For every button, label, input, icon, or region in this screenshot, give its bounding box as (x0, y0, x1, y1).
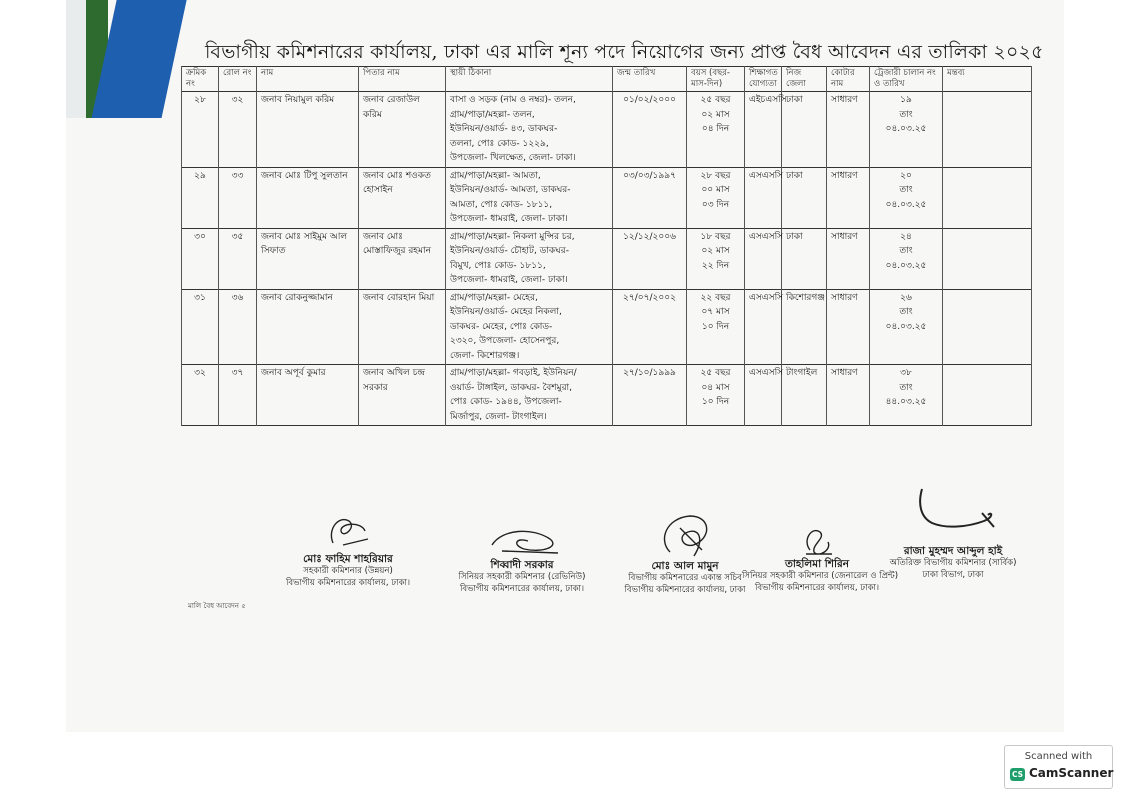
camscanner-logo-icon: CS (1011, 770, 1024, 779)
cell-address (446, 365, 613, 426)
cell-challan-line: ৪৪.০৩.২৫ (885, 397, 927, 407)
cell-remarks (943, 92, 1032, 168)
cell-dob: ০১/০২/২০০০ (613, 92, 687, 168)
cell-remarks (943, 228, 1032, 289)
signatory-designation: সহকারী কমিশনার (উন্নয়ন) (303, 566, 393, 576)
header-dob: জন্ম তারিখ (613, 67, 687, 92)
cell-age (687, 92, 745, 168)
cell-address-line: গ্রাম/পাড়া/মহল্লা- নিকলা মুন্সির চর, (450, 231, 575, 242)
cell-address-line: গ্রাম/পাড়া/মহল্লা- তলন, (450, 109, 535, 120)
cell-address-line: ইউনিয়ন/ওয়ার্ড- আমতা, ডাকঘর- (450, 185, 571, 195)
cell-name: জনাব রোকনুজ্জামান (257, 289, 359, 365)
cell-roll: ৩৫ (219, 228, 257, 289)
cell-challan-line: তাং (899, 246, 913, 256)
cell-district: ঢাকা (782, 228, 827, 289)
signatory-name: শিব্বাদী সরকার (490, 559, 554, 571)
signature-mark (640, 510, 730, 560)
signatory-office: বিভাগীয় কমিশনারের কার্যালয়, ঢাকা (624, 585, 746, 595)
cell-district: টাংগাইল (782, 365, 827, 426)
cell-address-line: উপজেলা- খিলক্ষেত, জেলা- ঢাকা। (450, 153, 576, 163)
cell-quota: সাধারণ (827, 365, 870, 426)
cell-challan-line: ২৬ (900, 292, 912, 303)
cell-challan (870, 167, 943, 228)
cell-dob: ২৭/১০/১৯৯৯ (613, 365, 687, 426)
cell-address-line: ২৩২০, উপজেলা- হোসেনপুর, (450, 336, 560, 346)
header-quota: কোটার নাম (827, 67, 870, 92)
cell-age-line: ২২ দিন (701, 260, 730, 271)
cell-serial: ৩০ (182, 228, 219, 289)
cell-challan (870, 92, 943, 168)
header-address: স্থায়ী ঠিকানা (446, 67, 613, 92)
signatory-name: তাহলিমা শিরিন (784, 558, 850, 570)
cell-challan-line: ০৪.০৩.২৫ (885, 199, 927, 210)
cell-qualification: এসএসসি (745, 228, 782, 289)
cell-age (687, 365, 745, 426)
cell-age-line: ০৭ মাস (701, 307, 730, 317)
signatory-designation: সিনিয়র সহকারী কমিশনার (জেনারেল ও প্রিন্ট) (742, 571, 899, 581)
table-row (182, 228, 1032, 289)
cell-serial: ২৮ (182, 92, 219, 168)
cell-remarks (943, 365, 1032, 426)
cell-challan-line: তাং (899, 382, 913, 393)
signature-block-1 (278, 505, 418, 589)
cell-address-line: মির্জাপুর, জেলা- টাংগাইল। (450, 411, 547, 422)
header-age: বয়স (বছর-মাস-দিন) (687, 67, 745, 92)
cell-challan (870, 365, 943, 426)
cell-father: জনাব মোঃ মোস্তাফিজুর রহমান (359, 228, 446, 289)
cell-qualification: এসএসসি (745, 365, 782, 426)
signatory-designation: বিভাগীয় কমিশনারের একান্ত সচিব (628, 573, 742, 583)
cell-age-line: ১০ দিন (701, 397, 730, 407)
signature-mark (898, 483, 1008, 545)
cell-quota: সাধারণ (827, 92, 870, 168)
cell-age-line: ০৩ দিন (701, 199, 730, 210)
cell-father: জনাব বোরহান মিয়া (359, 289, 446, 365)
cell-qualification: এসএসসি (745, 167, 782, 228)
folder-edge-image (66, 0, 191, 118)
cell-challan-line: তাং (899, 307, 913, 317)
document-title: বিভাগীয় কমিশনারের কার্যালয়, ঢাকা এর মালি শূন্য পদে নিয়োগের জন্য প্রাপ্ত বৈধ আবেদন এর তালিকা ২০২৫ (205, 41, 1044, 63)
cell-address (446, 167, 613, 228)
table-row (182, 167, 1032, 228)
cell-dob: ০৩/০৩/১৯৯৭ (613, 167, 687, 228)
signatory-office: বিভাগীয় কমিশনারের কার্যালয়, ঢাকা। (285, 578, 411, 588)
cell-quota: সাধারণ (827, 228, 870, 289)
camscanner-watermark (1004, 745, 1113, 789)
cell-age-line: ২২ বছর (700, 292, 731, 303)
signature-mark (792, 520, 842, 558)
cell-district: ঢাকা (782, 92, 827, 168)
signatory-office: বিভাগীয় কমিশনারের কার্যালয়, ঢাকা। (459, 584, 585, 594)
cell-age-line: ০০ মাস (701, 185, 730, 195)
header-remarks: মন্তব্য (943, 67, 1032, 92)
cell-challan-line: ০৪.০৩.২৫ (885, 321, 927, 332)
signatory-office: ঢাকা বিভাগ, ঢাকা (922, 570, 984, 580)
header-serial: ক্রমিক নং (182, 67, 219, 92)
cell-challan-line: ৩৮ (900, 368, 912, 378)
header-qualification: শিক্ষাগত যোগ্যতা (745, 67, 782, 92)
signatory-designation: অতিরিক্ত বিভাগীয় কমিশনার (সার্বিক) (889, 558, 1017, 568)
cell-remarks (943, 167, 1032, 228)
cell-address-line: ওয়ার্ড- টাঙ্গাইল, ডাকঘর- বৈশমুরা, (450, 382, 573, 393)
cell-address-line: পোঃ কোড- ১৯৪৪, উপজেলা- (450, 397, 562, 407)
cell-age (687, 289, 745, 365)
cell-challan (870, 228, 943, 289)
cell-father: জনাব অখিল চন্দ্র সরকার (359, 365, 446, 426)
cell-serial: ২৯ (182, 167, 219, 228)
signatory-name: মোঃ আল মামুন (651, 560, 719, 572)
signature-block-3 (615, 510, 755, 596)
cell-challan-line: ০৪.০৩.২৫ (885, 260, 927, 271)
cell-age-line: ২৫ বছর (700, 368, 731, 378)
cell-age-line: ০২ মাস (701, 246, 730, 256)
cell-address-line: বিমুখ, পোঃ কোড- ১৮১১, (450, 260, 546, 271)
cell-address-line: আমতা, পোঃ কোড- ১৮১১, (450, 199, 553, 210)
cell-challan-line: তাং (899, 109, 913, 120)
cell-father: জনাব মোঃ শওকত হোসাইন (359, 167, 446, 228)
header-challan: ট্রেজারী চালান নং ও তারিখ (870, 67, 943, 92)
cell-challan (870, 289, 943, 365)
cell-serial: ৩২ (182, 365, 219, 426)
table-row (182, 365, 1032, 426)
table-row (182, 289, 1032, 365)
cell-name: জনাব মোঃ টিপু সুলতান (257, 167, 359, 228)
signatory-name: রাজা মুহম্মদ আব্দুল হাই (903, 545, 1003, 557)
cell-age-line: ২৫ বছর (700, 95, 731, 105)
cell-district: ঢাকা (782, 167, 827, 228)
cell-challan-line: তাং (899, 185, 913, 195)
cell-address-line: গ্রাম/পাড়া/মহল্লা- আমতা, (450, 170, 541, 181)
signatory-name: মোঃ ফাহিম শাহরিয়ার (303, 553, 393, 565)
watermark-caption: Scanned with (1024, 751, 1093, 762)
cell-address (446, 228, 613, 289)
cell-address-line: তলনা, পোঃ কোড- ১২২৯, (450, 138, 549, 149)
cell-challan-line: ২৪ (900, 231, 912, 242)
cell-roll: ৩৭ (219, 365, 257, 426)
cell-father: জনাব রেজাউল করিম (359, 92, 446, 168)
cell-challan-line: ১৯ (900, 95, 912, 105)
cell-address-line: উপজেলা- ধামরাই, জেলা- ঢাকা। (450, 214, 568, 224)
cell-quota: সাধারণ (827, 289, 870, 365)
cell-age-line: ০৪ দিন (701, 124, 730, 134)
cell-address (446, 92, 613, 168)
cell-challan-line: ০৪.০৩.২৫ (885, 124, 927, 134)
cell-age-line: ০২ মাস (701, 109, 730, 120)
header-roll: রোল নং (219, 67, 257, 92)
cell-age-line: ১৮ বছর (700, 231, 731, 242)
cell-roll: ৩৩ (219, 167, 257, 228)
cell-address-line: জেলা- কিশোরগঞ্জ। (450, 350, 520, 361)
cell-serial: ৩১ (182, 289, 219, 365)
cell-quota: সাধারণ (827, 167, 870, 228)
table-row (182, 92, 1032, 168)
header-district: নিজ জেলা (782, 67, 827, 92)
cell-age-line: ২৮ বছর (700, 170, 731, 181)
applicant-table (181, 66, 1032, 426)
cell-roll: ৩২ (219, 92, 257, 168)
cell-address-line: ডাকঘর- মেহের, পোঃ কোড- (450, 321, 553, 332)
header-father: পিতার নাম (359, 67, 446, 92)
cell-address-line: ইউনিয়ন/ওয়ার্ড- ৪৩, ডাকঘর- (450, 124, 558, 134)
cell-dob: ২৭/০৭/২০০২ (613, 289, 687, 365)
cell-name: জনাব নিয়ামুল করিম (257, 92, 359, 168)
cell-age (687, 167, 745, 228)
cell-challan-line: ২০ (900, 170, 912, 181)
cell-name: জনাব অপূর্ব কুমার (257, 365, 359, 426)
watermark-app-name: CamScanner (1029, 766, 1114, 780)
signature-mark (313, 505, 383, 553)
cell-roll: ৩৬ (219, 289, 257, 365)
cell-address (446, 289, 613, 365)
cell-address-line: বাসা ও সড়ক (নাম ও নম্বর)- তলন, (450, 95, 576, 105)
cell-dob: ১২/১২/২০০৬ (613, 228, 687, 289)
cell-address-line: ইউনিয়ন/ওয়ার্ড- মেহের নিকলা, (450, 307, 562, 317)
cell-district: কিশোরগঞ্জ (782, 289, 827, 365)
signature-block-2 (452, 525, 592, 595)
cell-age (687, 228, 745, 289)
cell-name: জনাব মোঃ সাইমুম আল সিফাত (257, 228, 359, 289)
cell-remarks (943, 289, 1032, 365)
signature-block-5 (868, 483, 1038, 581)
cell-address-line: উপজেলা- ধামরাই, জেলা- ঢাকা। (450, 275, 568, 285)
header-name: নাম (257, 67, 359, 92)
signatory-office: বিভাগীয় কমিশনারের কার্যালয়, ঢাকা। (754, 583, 880, 593)
cell-address-line: গ্রাম/পাড়া/মহল্লা- মেহের, (450, 292, 538, 303)
cell-address-line: ইউনিয়ন/ওয়ার্ড- চৌহাট, ডাকঘর- (450, 246, 569, 256)
table-header-row (182, 67, 1032, 92)
cell-age-line: ০৪ মাস (701, 382, 730, 393)
cell-qualification: এইচএসসি (745, 92, 782, 168)
signature-mark (472, 525, 572, 559)
cell-address-line: গ্রাম/পাড়া/মহল্লা- গবড়াই, ইউনিয়ন/ (450, 368, 577, 378)
page-footnote: মালি বৈধ আবেদন ৫ (188, 602, 246, 610)
cell-age-line: ১০ দিন (701, 321, 730, 332)
cell-qualification: এসএসসি (745, 289, 782, 365)
signatory-designation: সিনিয়র সহকারী কমিশনার (রেভিনিউ) (458, 572, 586, 582)
